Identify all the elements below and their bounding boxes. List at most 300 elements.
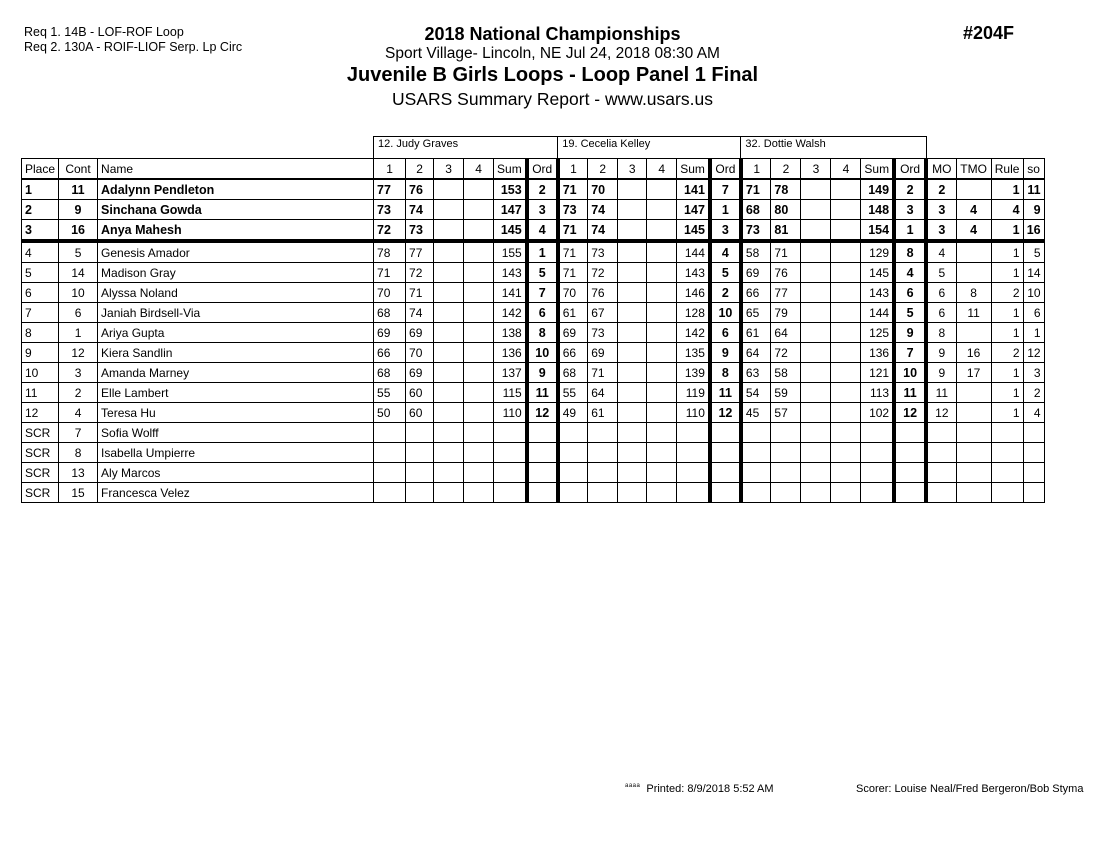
score-1-cell: 55 [374,383,406,403]
cont-cell: 10 [59,283,98,303]
sum-cell: 125 [861,323,894,343]
score-2-cell: 74 [406,303,434,323]
score-4-cell [464,463,494,483]
score-3-cell [801,263,831,283]
ordinal-cell: 5 [527,263,558,283]
score-3-cell [434,200,464,220]
so-cell [1023,443,1044,463]
score-1-cell [741,463,771,483]
ordinal-cell: 10 [710,303,741,323]
col-j3-s3: 3 [801,159,831,180]
score-4-cell [831,263,861,283]
score-4-cell [647,283,677,303]
score-2-cell: 76 [588,283,618,303]
score-4-cell [464,443,494,463]
score-2-cell: 79 [771,303,801,323]
tmo-cell [956,383,991,403]
tmo-cell: 4 [956,200,991,220]
tmo-cell: 4 [956,220,991,242]
score-1-cell: 68 [741,200,771,220]
cont-cell: 12 [59,343,98,363]
score-4-cell [647,303,677,323]
score-4-cell [831,323,861,343]
score-1-cell: 72 [374,220,406,242]
ordinal-cell: 11 [527,383,558,403]
score-2-cell: 67 [588,303,618,323]
score-4-cell [831,220,861,242]
score-3-cell [801,323,831,343]
score-3-cell [618,241,647,263]
score-1-cell: 71 [374,263,406,283]
place-cell: 1 [22,179,59,200]
ordinal-cell [527,463,558,483]
tmo-cell [956,443,991,463]
sum-cell [861,483,894,503]
footer-mark: aaaa [625,783,641,789]
so-cell: 4 [1023,403,1044,423]
score-4-cell [831,423,861,443]
judges-row [22,137,1045,159]
tmo-cell [956,483,991,503]
so-cell: 2 [1023,383,1044,403]
rule-cell: 1 [991,383,1023,403]
so-cell [1023,423,1044,443]
tmo-cell [956,263,991,283]
score-2-cell: 69 [588,343,618,363]
sum-cell: 153 [494,179,527,200]
ordinal-cell: 12 [710,403,741,423]
place-cell: 7 [22,303,59,323]
requirement-1: Req 1. 14B - LOF-ROF Loop [24,25,184,39]
requirements [24,25,242,55]
so-cell [1023,463,1044,483]
ordinal-cell: 12 [527,403,558,423]
ordinal-cell: 1 [894,220,926,242]
score-3-cell [434,403,464,423]
score-2-cell: 64 [588,383,618,403]
score-1-cell: 55 [558,383,588,403]
score-3-cell [801,283,831,303]
rule-cell: 4 [991,200,1023,220]
sum-cell [677,483,710,503]
name-cell: Sofia Wolff [98,423,374,443]
score-3-cell [618,200,647,220]
so-cell: 3 [1023,363,1044,383]
score-1-cell: 61 [741,323,771,343]
table-row [22,363,1045,383]
ordinal-cell [710,443,741,463]
place-cell: 6 [22,283,59,303]
score-1-cell: 63 [741,363,771,383]
score-3-cell [618,323,647,343]
so-cell: 12 [1023,343,1044,363]
score-4-cell [647,241,677,263]
table-row [22,463,1045,483]
score-1-cell: 69 [741,263,771,283]
sum-cell: 144 [861,303,894,323]
score-4-cell [831,383,861,403]
place-cell: 5 [22,263,59,283]
sum-cell: 147 [494,200,527,220]
col-j3-sum: Sum [861,159,894,180]
ordinal-cell: 7 [710,179,741,200]
score-3-cell [434,443,464,463]
col-rule: Rule [991,159,1023,180]
score-2-cell [771,423,801,443]
score-1-cell: 58 [741,241,771,263]
event-number: #204F [963,23,1015,43]
ordinal-cell: 2 [710,283,741,303]
ordinal-cell: 6 [894,283,926,303]
score-4-cell [647,263,677,283]
score-3-cell [434,303,464,323]
sum-cell: 136 [861,343,894,363]
rule-cell: 1 [991,241,1023,263]
score-3-cell [434,323,464,343]
table-row [22,303,1045,323]
col-j2-s4: 4 [647,159,677,180]
cont-cell: 11 [59,179,98,200]
score-1-cell [374,423,406,443]
score-1-cell: 66 [558,343,588,363]
col-j1-s1: 1 [374,159,406,180]
score-4-cell [464,343,494,363]
score-1-cell: 71 [558,179,588,200]
score-1-cell: 45 [741,403,771,423]
table-row [22,200,1045,220]
place-cell: SCR [22,423,59,443]
sum-cell: 144 [677,241,710,263]
tmo-cell: 11 [956,303,991,323]
tmo-cell [956,323,991,343]
ordinal-cell: 5 [894,303,926,323]
score-4-cell [831,283,861,303]
score-4-cell [464,283,494,303]
score-1-cell: 68 [374,363,406,383]
ordinal-cell: 4 [894,263,926,283]
sum-cell [494,463,527,483]
sum-cell [861,443,894,463]
cont-cell: 2 [59,383,98,403]
ordinal-cell: 11 [710,383,741,403]
cont-cell: 16 [59,220,98,242]
score-3-cell [618,303,647,323]
sum-cell [494,423,527,443]
score-4-cell [831,443,861,463]
sum-cell: 138 [494,323,527,343]
printed-timestamp: Printed: 8/9/2018 5:52 AM [646,783,774,795]
score-1-cell [374,483,406,503]
place-cell: 12 [22,403,59,423]
mo-cell: 4 [926,241,956,263]
score-2-cell: 71 [406,283,434,303]
score-4-cell [831,363,861,383]
sum-cell: 155 [494,241,527,263]
report-subtitle: USARS Summary Report - www.usars.us [392,89,713,109]
mo-cell [926,443,956,463]
tmo-cell: 17 [956,363,991,383]
score-4-cell [464,323,494,343]
rule-cell: 2 [991,283,1023,303]
ordinal-cell [894,463,926,483]
ordinal-cell: 8 [710,363,741,383]
ordinal-cell: 7 [527,283,558,303]
mo-cell: 5 [926,263,956,283]
rule-cell [991,423,1023,443]
score-2-cell: 74 [588,220,618,242]
ordinal-cell [894,483,926,503]
score-4-cell [647,323,677,343]
score-4-cell [464,179,494,200]
score-2-cell: 69 [406,363,434,383]
rule-cell: 1 [991,403,1023,423]
score-1-cell [558,423,588,443]
score-2-cell [771,483,801,503]
ordinal-cell: 3 [527,200,558,220]
name-cell: Francesca Velez [98,483,374,503]
score-3-cell [434,483,464,503]
score-4-cell [647,179,677,200]
score-3-cell [434,463,464,483]
cont-cell: 15 [59,483,98,503]
mo-cell: 9 [926,343,956,363]
table-row [22,283,1045,303]
score-3-cell [618,363,647,383]
score-1-cell: 73 [558,200,588,220]
name-cell: Kiera Sandlin [98,343,374,363]
place-cell: SCR [22,443,59,463]
name-cell: Janiah Birdsell-Via [98,303,374,323]
cont-cell: 13 [59,463,98,483]
sum-cell: 145 [677,220,710,242]
score-2-cell [588,443,618,463]
score-3-cell [801,483,831,503]
sum-cell: 142 [677,323,710,343]
name-cell: Teresa Hu [98,403,374,423]
score-3-cell [618,343,647,363]
results-table [21,136,1045,503]
score-1-cell: 71 [558,220,588,242]
score-4-cell [647,220,677,242]
score-2-cell: 71 [771,241,801,263]
sum-cell: 139 [677,363,710,383]
sum-cell: 141 [677,179,710,200]
score-1-cell: 77 [374,179,406,200]
score-2-cell [588,463,618,483]
score-4-cell [831,303,861,323]
score-4-cell [647,463,677,483]
score-4-cell [647,443,677,463]
place-cell: 4 [22,241,59,263]
ordinal-cell [894,443,926,463]
sum-cell: 143 [494,263,527,283]
cont-cell: 9 [59,200,98,220]
score-3-cell [801,383,831,403]
score-4-cell [647,383,677,403]
score-4-cell [647,403,677,423]
col-j1-sum: Sum [494,159,527,180]
ordinal-cell [527,483,558,503]
place-cell: SCR [22,463,59,483]
col-j3-s2: 2 [771,159,801,180]
name-cell: Adalynn Pendleton [98,179,374,200]
rule-cell [991,483,1023,503]
score-3-cell [434,383,464,403]
score-4-cell [464,220,494,242]
ordinal-cell: 6 [527,303,558,323]
col-cont: Cont [59,159,98,180]
score-1-cell: 78 [374,241,406,263]
ordinal-cell: 3 [894,200,926,220]
sum-cell [861,463,894,483]
sum-cell: 115 [494,383,527,403]
cont-cell: 14 [59,263,98,283]
score-2-cell [406,423,434,443]
score-4-cell [464,363,494,383]
name-cell: Aly Marcos [98,463,374,483]
sum-cell: 119 [677,383,710,403]
rule-cell: 1 [991,323,1023,343]
scorer-info: Scorer: Louise Neal/Fred Bergeron/Bob Styma [856,783,1084,795]
sum-cell: 149 [861,179,894,200]
score-4-cell [647,423,677,443]
so-cell [1023,483,1044,503]
ordinal-cell: 1 [710,200,741,220]
ordinal-cell: 3 [710,220,741,242]
col-j1-s3: 3 [434,159,464,180]
score-3-cell [801,303,831,323]
sum-cell: 135 [677,343,710,363]
ordinal-cell: 9 [710,343,741,363]
score-3-cell [618,220,647,242]
ordinal-cell [527,423,558,443]
sum-cell: 121 [861,363,894,383]
place-cell: 9 [22,343,59,363]
tmo-cell [956,241,991,263]
cont-cell: 5 [59,241,98,263]
score-1-cell: 64 [741,343,771,363]
score-1-cell: 73 [741,220,771,242]
score-3-cell [434,241,464,263]
ordinal-cell: 2 [527,179,558,200]
championship-title: 2018 National Championships [424,24,681,44]
so-cell: 10 [1023,283,1044,303]
table-row [22,323,1045,343]
sum-cell: 141 [494,283,527,303]
score-3-cell [434,283,464,303]
ordinal-cell [710,423,741,443]
score-3-cell [801,463,831,483]
name-cell: Elle Lambert [98,383,374,403]
ordinal-cell [894,423,926,443]
place-cell: 3 [22,220,59,242]
col-j3-ord: Ord [894,159,926,180]
col-mo: MO [926,159,956,180]
name-cell: Amanda Marney [98,363,374,383]
score-3-cell [618,483,647,503]
score-2-cell: 76 [771,263,801,283]
score-3-cell [434,179,464,200]
sum-cell: 136 [494,343,527,363]
score-1-cell: 69 [374,323,406,343]
sum-cell: 142 [494,303,527,323]
cont-cell: 4 [59,403,98,423]
score-2-cell [406,463,434,483]
score-2-cell: 73 [588,323,618,343]
rule-cell: 1 [991,179,1023,200]
ordinal-cell [527,443,558,463]
score-2-cell: 60 [406,403,434,423]
table-row [22,241,1045,263]
score-1-cell: 71 [558,241,588,263]
score-1-cell [374,443,406,463]
score-2-cell: 76 [406,179,434,200]
score-3-cell [801,403,831,423]
score-2-cell: 72 [771,343,801,363]
score-3-cell [618,463,647,483]
mo-cell: 11 [926,383,956,403]
tmo-cell [956,179,991,200]
score-2-cell [588,483,618,503]
score-1-cell: 73 [374,200,406,220]
score-3-cell [618,443,647,463]
score-1-cell [741,443,771,463]
sum-cell [861,423,894,443]
name-cell: Isabella Umpierre [98,443,374,463]
score-2-cell: 77 [771,283,801,303]
ordinal-cell [710,483,741,503]
score-3-cell [434,263,464,283]
score-4-cell [464,403,494,423]
judge-1: 12. Judy Graves [374,137,558,159]
score-1-cell: 50 [374,403,406,423]
score-2-cell [771,443,801,463]
score-4-cell [831,200,861,220]
score-3-cell [434,220,464,242]
mo-cell [926,463,956,483]
event-title: Juvenile B Girls Loops - Loop Panel 1 Final [346,64,759,86]
score-1-cell: 70 [558,283,588,303]
so-cell: 14 [1023,263,1044,283]
place-cell: 8 [22,323,59,343]
rule-cell: 1 [991,363,1023,383]
sum-cell: 143 [861,283,894,303]
score-4-cell [464,241,494,263]
sum-cell [494,483,527,503]
name-cell: Ariya Gupta [98,323,374,343]
score-2-cell: 58 [771,363,801,383]
sum-cell: 154 [861,220,894,242]
ordinal-cell: 9 [894,323,926,343]
ordinal-cell: 10 [894,363,926,383]
venue-date: Sport Village- Lincoln, NE Jul 24, 2018 08:30 AM [385,45,720,62]
rule-cell: 1 [991,303,1023,323]
sum-cell: 145 [494,220,527,242]
score-2-cell: 57 [771,403,801,423]
score-2-cell: 61 [588,403,618,423]
ordinal-cell: 10 [527,343,558,363]
score-2-cell: 73 [406,220,434,242]
score-3-cell [618,263,647,283]
cont-cell: 1 [59,323,98,343]
sum-cell: 145 [861,263,894,283]
so-cell: 1 [1023,323,1044,343]
score-2-cell: 73 [588,241,618,263]
col-j2-ord: Ord [710,159,741,180]
score-3-cell [801,200,831,220]
printed-info [625,783,774,795]
col-j1-s4: 4 [464,159,494,180]
